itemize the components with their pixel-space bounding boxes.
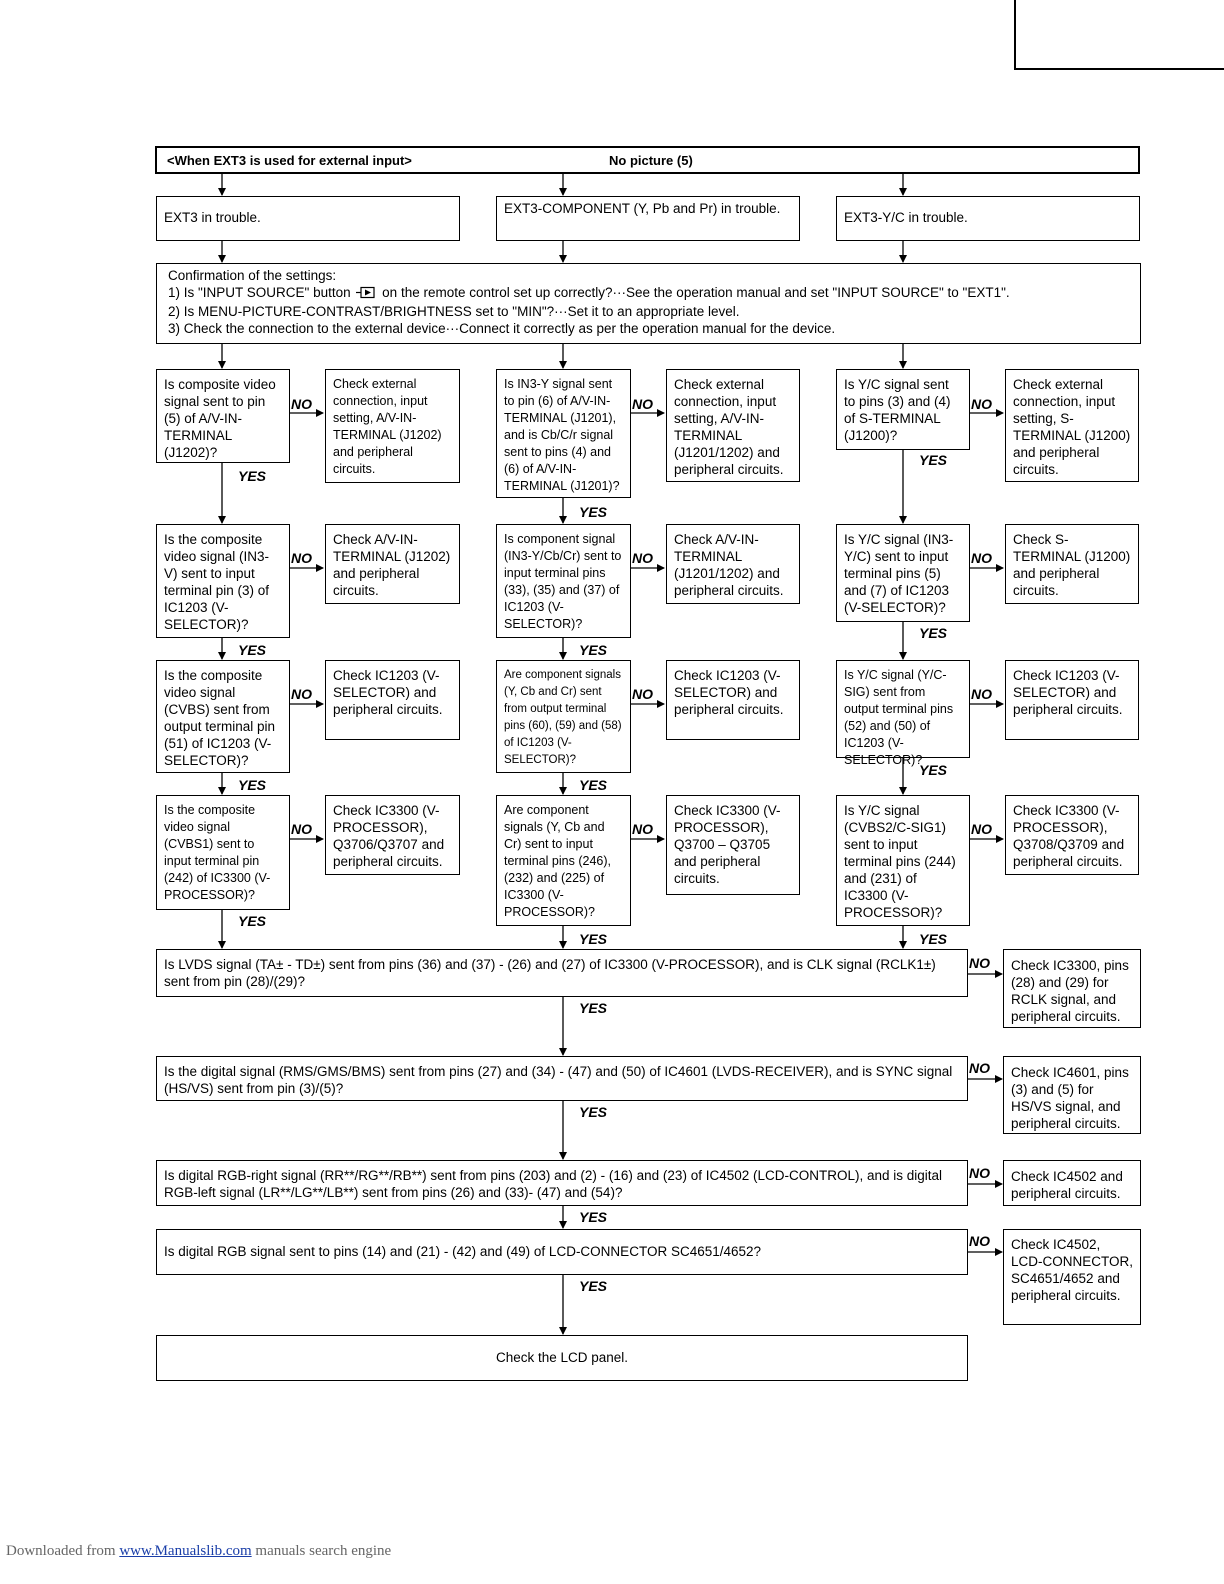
no-label-c1-r3: NO	[291, 686, 312, 702]
no-label-lvds: NO	[969, 955, 990, 971]
download-footer	[6, 1543, 391, 1560]
ext3-component-trouble-box: EXT3-COMPONENT (Y, Pb and Pr) in trouble.	[496, 196, 800, 241]
yes-label-c3-r2: YES	[919, 625, 948, 641]
col2-action-3: Check IC1203 (V-SELECTOR) and peripheral circuits.	[666, 660, 800, 740]
lvds-action: Check IC3300, pins (28) and (29) for RCLK signal, and peripheral circuits.	[1003, 949, 1141, 1028]
yes-label-c1-r1: YES	[238, 468, 267, 484]
footer-prefix: Downloaded from	[6, 1543, 116, 1559]
col1-action-3: Check IC1203 (V-SELECTOR) and peripheral circuits.	[325, 660, 460, 740]
col2-action-2: Check A/V-IN-TERMINAL (J1201/1202) and peripheral circuits.	[666, 524, 800, 604]
yes-label-c2-r3: YES	[579, 777, 608, 793]
no-label-rgb-connector: NO	[969, 1233, 990, 1249]
settings-item-1-start: 1) Is "INPUT SOURCE" button	[168, 285, 351, 300]
manualslib-link[interactable]: www.Manualslib.com	[119, 1543, 252, 1559]
no-label-c2-r4: NO	[632, 821, 653, 837]
col3-action-4: Check IC3300 (V-PROCESSOR), Q3708/Q3709 and peripheral circuits.	[1005, 795, 1139, 875]
rgb-lr-action: Check IC4502 and peripheral circuits.	[1003, 1160, 1141, 1206]
col2-question-3: Are component signals (Y, Cb and Cr) sent from output terminal pins (60), (59) and (58) of IC1203 (V-SELECTOR)?	[496, 660, 631, 773]
yes-label-c3-r4: YES	[919, 931, 948, 947]
no-label-c3-r3: NO	[971, 686, 992, 702]
yes-label-c2-r2: YES	[579, 642, 608, 658]
col1-question-3: Is the composite video signal (CVBS) sent from output terminal pin (51) of IC1203 (V-SELECTOR)?	[156, 660, 290, 773]
no-label-c1-r2: NO	[291, 550, 312, 566]
col2-question-1: Is IN3-Y signal sent to pin (6) of A/V-IN-TERMINAL (J1201), and is Cb/C/r signal sent to pins (4) and (6) of A/V-IN-TERMINAL (J1201)?	[496, 369, 631, 498]
col1-action-2: Check A/V-IN-TERMINAL (J1202) and peripheral circuits.	[325, 524, 460, 604]
rgb-connector-question: Is digital RGB signal sent to pins (14) and (21) - (42) and (49) of LCD-CONNECTOR SC4651/4652?	[156, 1229, 968, 1275]
header-condition: <When EXT3 is used for external input>	[167, 153, 412, 168]
col1-action-4: Check IC3300 (V-PROCESSOR), Q3706/Q3707 and peripheral circuits.	[325, 795, 460, 875]
yes-label-c1-r3: YES	[238, 777, 267, 793]
settings-item-3: 3) Check the connection to the external device···Connect it correctly as per the operation manual for the device.	[168, 321, 836, 336]
no-label-c3-r2: NO	[971, 550, 992, 566]
settings-title: Confirmation of the settings:	[168, 268, 337, 283]
footer-suffix: manuals search engine	[255, 1543, 392, 1559]
col2-action-1: Check external connection, input setting, A/V-IN-TERMINAL (J1201/1202) and peripheral circuits.	[666, 369, 800, 482]
col3-question-3: Is Y/C signal (Y/C-SIG) sent from output terminal pins (52) and (50) of IC1203 (V-SELECTOR)?	[836, 660, 970, 758]
no-label-digital: NO	[969, 1060, 990, 1076]
yes-label-digital: YES	[579, 1104, 608, 1120]
rgb-lr-question: Is digital RGB-right signal (RR**/RG**/RB**) sent from pins (203) and (2) - (16) and (23) of IC4502 (LCD-CONTROL), and is digital RGB-left signal (LR**/LG**/LB**) sent from pins (26) and (33)- (47) and (54)?	[156, 1160, 968, 1206]
lvds-question: Is LVDS signal (TA± - TD±) sent from pins (36) and (37) - (26) and (27) of IC3300 (V-PROCESSOR), and is CLK signal (RCLK1±) sent from pin (28)/(29)?	[156, 949, 968, 997]
yes-label-rgb-lr: YES	[579, 1209, 608, 1225]
digital-signal-question: Is the digital signal (RMS/GMS/BMS) sent from pins (27) and (34) - (47) and (50) of IC4601 (LVDS-RECEIVER), and is SYNC signal (HS/VS) sent from pin (3)/(5)?	[156, 1056, 968, 1101]
col3-question-2: Is Y/C signal (IN3-Y/C) sent to input terminal pins (5) and (7) of IC1203 (V-SELECTOR)?	[836, 524, 970, 622]
col3-question-4: Is Y/C signal (CVBS2/C-SIG1) sent to input terminal pins (244) and (231) of IC3300 (V-PROCESSOR)?	[836, 795, 970, 926]
no-label-c1-r4: NO	[291, 821, 312, 837]
digital-signal-action: Check IC4601, pins (3) and (5) for HS/VS signal, and peripheral circuits.	[1003, 1056, 1141, 1134]
col3-question-1: Is Y/C signal sent to pins (3) and (4) of S-TERMINAL (J1200)?	[836, 369, 970, 450]
col2-action-4: Check IC3300 (V-PROCESSOR), Q3700 – Q3705 and peripheral circuits.	[666, 795, 800, 895]
col1-action-1: Check external connection, input setting, A/V-IN-TERMINAL (J1202) and peripheral circuits.	[325, 369, 460, 483]
no-label-c2-r3: NO	[632, 686, 653, 702]
header-title: No picture (5)	[609, 153, 693, 168]
lcd-panel-box: Check the LCD panel.	[156, 1335, 968, 1381]
col3-action-2: Check S-TERMINAL (J1200) and peripheral circuits.	[1005, 524, 1139, 604]
col1-question-1: Is composite video signal sent to pin (5) of A/V-IN-TERMINAL (J1202)?	[156, 369, 290, 463]
settings-item-1	[168, 284, 1129, 303]
settings-confirmation-box	[156, 263, 1141, 344]
settings-item-1-end: on the remote control set up correctly?···See the operation manual and set "INPUT SOURCE" to "EXT1".	[382, 285, 1010, 300]
no-label-c2-r2: NO	[632, 550, 653, 566]
input-source-icon	[356, 286, 376, 303]
yes-label-c2-r4: YES	[579, 931, 608, 947]
ext3-trouble-box: EXT3 in trouble.	[156, 196, 460, 241]
col2-question-2: Is component signal (IN3-Y/Cb/Cr) sent to input terminal pins (33), (35) and (37) of IC1203 (V-SELECTOR)?	[496, 524, 631, 638]
no-label-c2-r1: NO	[632, 396, 653, 412]
yes-label-c1-r2: YES	[238, 642, 267, 658]
settings-item-2: 2) Is MENU-PICTURE-CONTRAST/BRIGHTNESS set to "MIN"?···Set it to an appropriate level.	[168, 304, 740, 319]
no-label-c3-r4: NO	[971, 821, 992, 837]
no-label-c3-r1: NO	[971, 396, 992, 412]
rgb-connector-action: Check IC4502, LCD-CONNECTOR, SC4651/4652 and peripheral circuits.	[1003, 1229, 1141, 1325]
yes-label-rgb-connector: YES	[579, 1278, 608, 1294]
col3-action-3: Check IC1203 (V-SELECTOR) and peripheral circuits.	[1005, 660, 1139, 740]
col1-question-2: Is the composite video signal (IN3-V) sent to input terminal pin (3) of IC1203 (V-SELECTOR)?	[156, 524, 290, 638]
ext3-yc-trouble-box: EXT3-Y/C in trouble.	[836, 196, 1140, 241]
yes-label-c3-r1: YES	[919, 452, 948, 468]
no-label-rgb-lr: NO	[969, 1165, 990, 1181]
yes-label-c1-r4: YES	[238, 913, 267, 929]
yes-label-lvds: YES	[579, 1000, 608, 1016]
col2-question-4: Are component signals (Y, Cb and Cr) sent to input terminal pins (246), (232) and (225) of IC3300 (V-PROCESSOR)?	[496, 795, 631, 926]
yes-label-c2-r1: YES	[579, 504, 608, 520]
col3-action-1: Check external connection, input setting, S-TERMINAL (J1200) and peripheral circuits.	[1005, 369, 1139, 482]
no-label-c1-r1: NO	[291, 396, 312, 412]
col1-question-4: Is the composite video signal (CVBS1) sent to input terminal pin (242) of IC3300 (V-PROCESSOR)?	[156, 795, 290, 910]
flowchart-header	[155, 146, 1140, 174]
yes-label-c3-r3: YES	[919, 762, 948, 778]
